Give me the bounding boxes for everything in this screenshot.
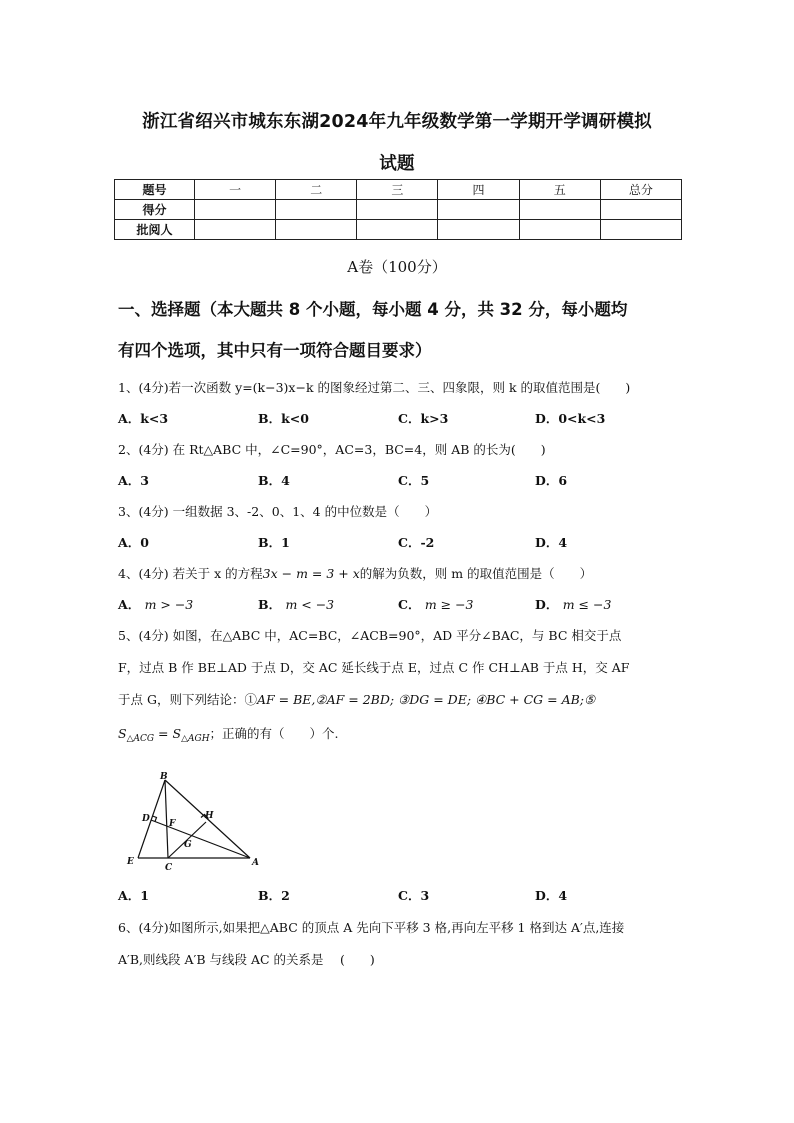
score-table-row [115,200,682,220]
score-cell[interactable] [519,200,600,220]
option-a[interactable]: A．k<3 [118,411,169,426]
header-cell: 五 [519,180,600,200]
score-cell[interactable] [600,200,681,220]
question-4-stem-suffix: 的解为负数，则 m 的取值范围是（ ） [359,566,593,581]
option-letter: A． [118,597,141,612]
area-subscript: △AGH [181,734,210,744]
label-H: H [205,811,214,821]
option-a[interactable] [118,595,193,613]
row-label: 得分 [115,200,195,220]
option-a[interactable]: A．0 [118,535,149,550]
question-6-line1: 6、(4分)如图所示,如果把△ABC 的顶点 A 先向下平移 3 格,再向左平移 1 格到达 A′点,连接 [118,920,625,935]
exam-title-line1: 浙江省绍兴市城东东湖2024年九年级数学第一学期开学调研模拟 [142,112,652,132]
option-c[interactable]: C．5 [398,473,430,488]
header-cell: 题号 [115,180,195,200]
option-d[interactable]: D．4 [535,888,568,903]
score-cell[interactable] [276,200,357,220]
option-b[interactable]: B．k<0 [258,411,309,426]
line-BC [165,780,168,858]
question-5-line3-prefix: 于点 G，则下列结论：① [118,692,257,707]
option-b[interactable]: B．2 [258,888,290,903]
triangle-figure [118,770,268,875]
option-b[interactable]: B．4 [258,473,290,488]
option-c[interactable]: C．k>3 [398,411,449,426]
score-cell[interactable] [438,200,519,220]
option-math: m ≤ −3 [562,597,612,612]
option-c[interactable]: C．-2 [398,535,435,550]
label-B: B [160,772,168,782]
option-math: m < −3 [285,597,335,612]
question-3-options [118,533,678,551]
row-label: 批阅人 [115,220,195,240]
label-G: G [184,840,192,850]
score-table-row [115,220,682,240]
option-d[interactable]: D．4 [535,535,568,550]
score-table [114,179,682,240]
question-5-options [118,886,678,904]
label-C: C [165,863,173,873]
label-A: A [252,858,259,868]
question-5-line2: F，过点 B 作 BE⊥AD 于点 D，交 AC 延长线于点 E，过点 C 作 CH⊥AB 于点 H，交 AF [118,660,630,675]
option-math: m ≥ −3 [424,597,474,612]
option-b[interactable]: B．1 [258,535,290,550]
question-4-stem [118,564,688,582]
question-5-line4-suffix: ；正确的有（ ）个. [209,726,339,741]
option-letter: C． [398,597,421,612]
score-cell[interactable] [195,200,276,220]
question-5-line1: 5、(4分) 如图，在△ABC 中，AC=BC，∠ACB=90°，AD 平分∠BAC，与 BC 相交于点 [118,628,622,643]
option-c[interactable] [398,595,474,613]
question-5-line4 [118,724,688,744]
reviewer-cell[interactable] [276,220,357,240]
option-d[interactable]: D．6 [535,473,568,488]
header-cell: 一 [195,180,276,200]
section-heading-line1: 一、选择题（本大题共 8 个小题，每小题 4 分，共 32 分，每小题均 [118,300,628,319]
exam-title-line2: 试题 [379,154,415,174]
question-2-options [118,471,678,489]
label-F: F [169,819,176,829]
reviewer-cell[interactable] [357,220,438,240]
option-math: m > −3 [144,597,194,612]
option-letter: B． [258,597,282,612]
option-d[interactable]: D．0<k<3 [535,411,606,426]
option-a[interactable]: A．3 [118,473,149,488]
score-cell[interactable] [357,200,438,220]
header-cell: 三 [357,180,438,200]
header-cell: 总分 [600,180,681,200]
question-1-stem: 1、(4分)若一次函数 y=(k−3)x−k 的图象经过第二、三、四象限，则 k 的取值范围是( ) [118,380,631,395]
line-AD [151,820,250,858]
volume-label: A卷（100分） [347,258,447,276]
area-symbol: S [172,726,182,741]
question-6-line2: A′B,则线段 A′B 与线段 AC 的关系是 ( ) [118,952,375,967]
label-D: D [142,814,150,824]
option-b[interactable] [258,595,334,613]
option-a[interactable]: A．1 [118,888,149,903]
reviewer-cell[interactable] [519,220,600,240]
header-cell: 四 [438,180,519,200]
header-cell: 二 [276,180,357,200]
score-table-header-row [115,180,682,200]
question-5-conclusions: AF = BE,②AF = 2BD; ③DG = DE; ④BC + CG = AB;⑤ [256,692,596,707]
question-3-stem: 3、(4分) 一组数据 3、-2、0、1、4 的中位数是（ ） [118,504,438,519]
question-2-stem: 2、(4分) 在 Rt△ABC 中，∠C=90°，AC=3，BC=4，则 AB 的长为( ) [118,442,546,457]
reviewer-cell[interactable] [438,220,519,240]
option-d[interactable] [535,595,611,613]
reviewer-cell[interactable] [195,220,276,240]
option-c[interactable]: C．3 [398,888,430,903]
question-4-equation: 3x − m = 3 + x [262,566,360,581]
question-4-options [118,595,678,613]
label-E: E [127,857,134,867]
section-heading-line2: 有四个选项，其中只有一项符合题目要求） [118,341,432,360]
area-subscript: △ACG [126,734,155,744]
question-4-stem-prefix: 4、(4分) 若关于 x 的方程 [118,566,263,581]
question-1-options [118,409,678,427]
equals-sign: = [154,726,173,741]
option-letter: D． [535,597,559,612]
area-symbol: S [118,726,127,741]
reviewer-cell[interactable] [600,220,681,240]
question-5-line3 [118,690,688,708]
